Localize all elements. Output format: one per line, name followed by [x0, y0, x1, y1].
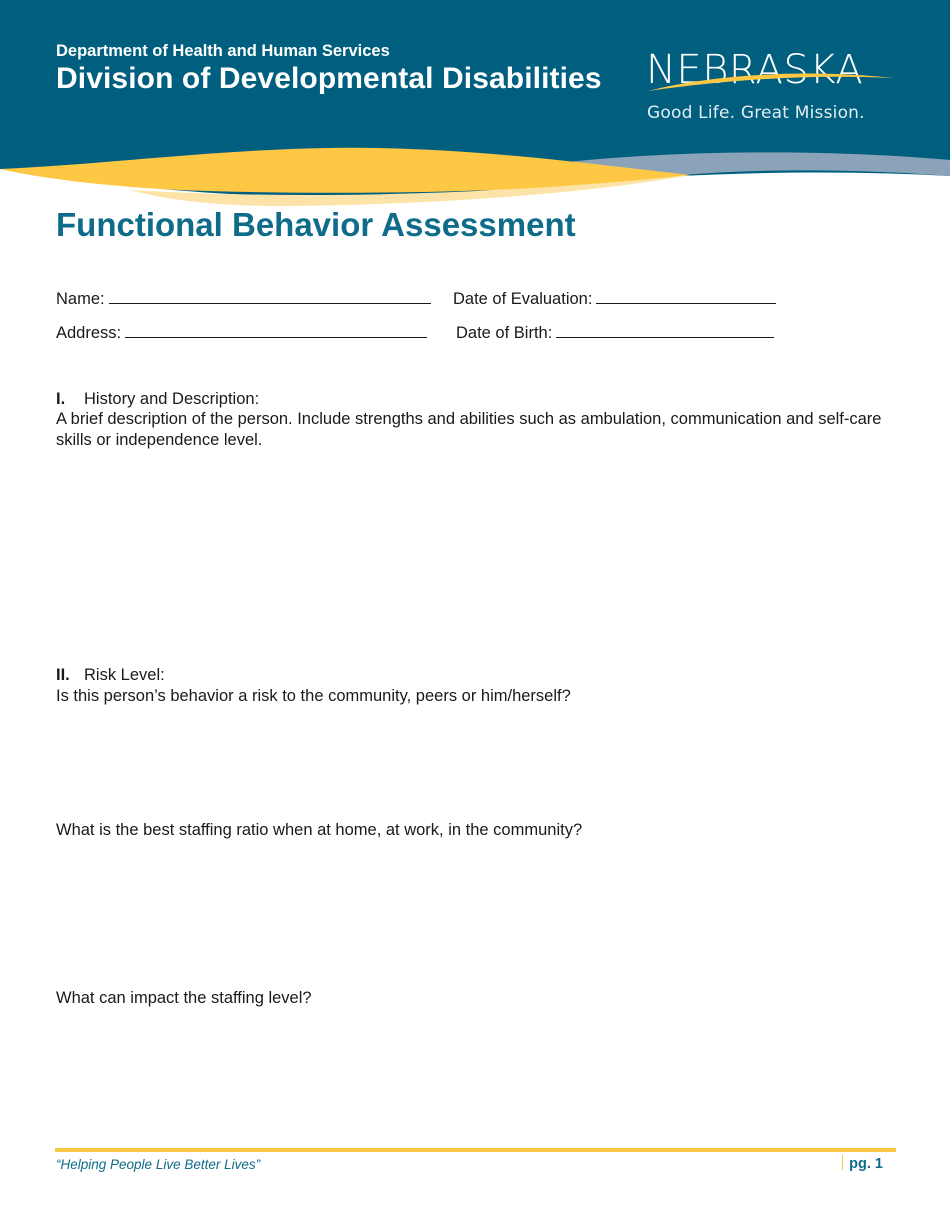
address-input-line[interactable] — [125, 323, 427, 338]
department-name: Department of Health and Human Services — [56, 42, 390, 60]
logo-wordmark: NEBRASKA — [646, 47, 864, 93]
address-field[interactable] — [56, 323, 427, 343]
risk-question-3: What can impact the staffing level? — [56, 989, 312, 1007]
name-input-line[interactable] — [109, 289, 431, 304]
name-field[interactable] — [56, 289, 431, 309]
section-title: History and Description: — [84, 390, 260, 408]
section-number: I. — [56, 390, 66, 408]
date-of-birth-input-line[interactable] — [556, 323, 774, 338]
logo-tagline: Good Life. Great Mission. — [647, 103, 865, 123]
page-title: Functional Behavior Assessment — [56, 206, 576, 243]
date-of-evaluation-label: Date of Evaluation: — [453, 290, 593, 308]
page-number — [842, 1155, 883, 1172]
page-number-text: pg. 1 — [849, 1156, 883, 1172]
risk-question-2: What is the best staffing ratio when at home, at work, in the community? — [56, 821, 583, 839]
footer-divider — [55, 1148, 896, 1152]
section-number: II. — [56, 666, 70, 684]
date-of-birth-label: Date of Birth: — [456, 324, 553, 342]
section-history-heading — [56, 390, 259, 409]
address-label: Address: — [56, 324, 122, 342]
date-of-evaluation-input-line[interactable] — [596, 289, 776, 304]
date-of-birth-field[interactable] — [456, 323, 774, 343]
logo-swoosh-icon — [646, 58, 902, 98]
date-of-evaluation-field[interactable] — [453, 289, 776, 309]
nebraska-logo — [646, 48, 902, 128]
name-label: Name: — [56, 290, 105, 308]
division-name: Division of Developmental Disabilities — [56, 62, 602, 95]
section-title: Risk Level: — [84, 666, 165, 684]
footer-slogan: “Helping People Live Better Lives” — [56, 1157, 261, 1172]
history-description: A brief description of the person. Include strengths and abilities such as ambulation, communication and self-care skills or independence level. — [56, 410, 882, 449]
page-number-divider — [842, 1155, 843, 1170]
section-risk-heading — [56, 666, 165, 685]
risk-question-1: Is this person’s behavior a risk to the community, peers or him/herself? — [56, 687, 571, 705]
